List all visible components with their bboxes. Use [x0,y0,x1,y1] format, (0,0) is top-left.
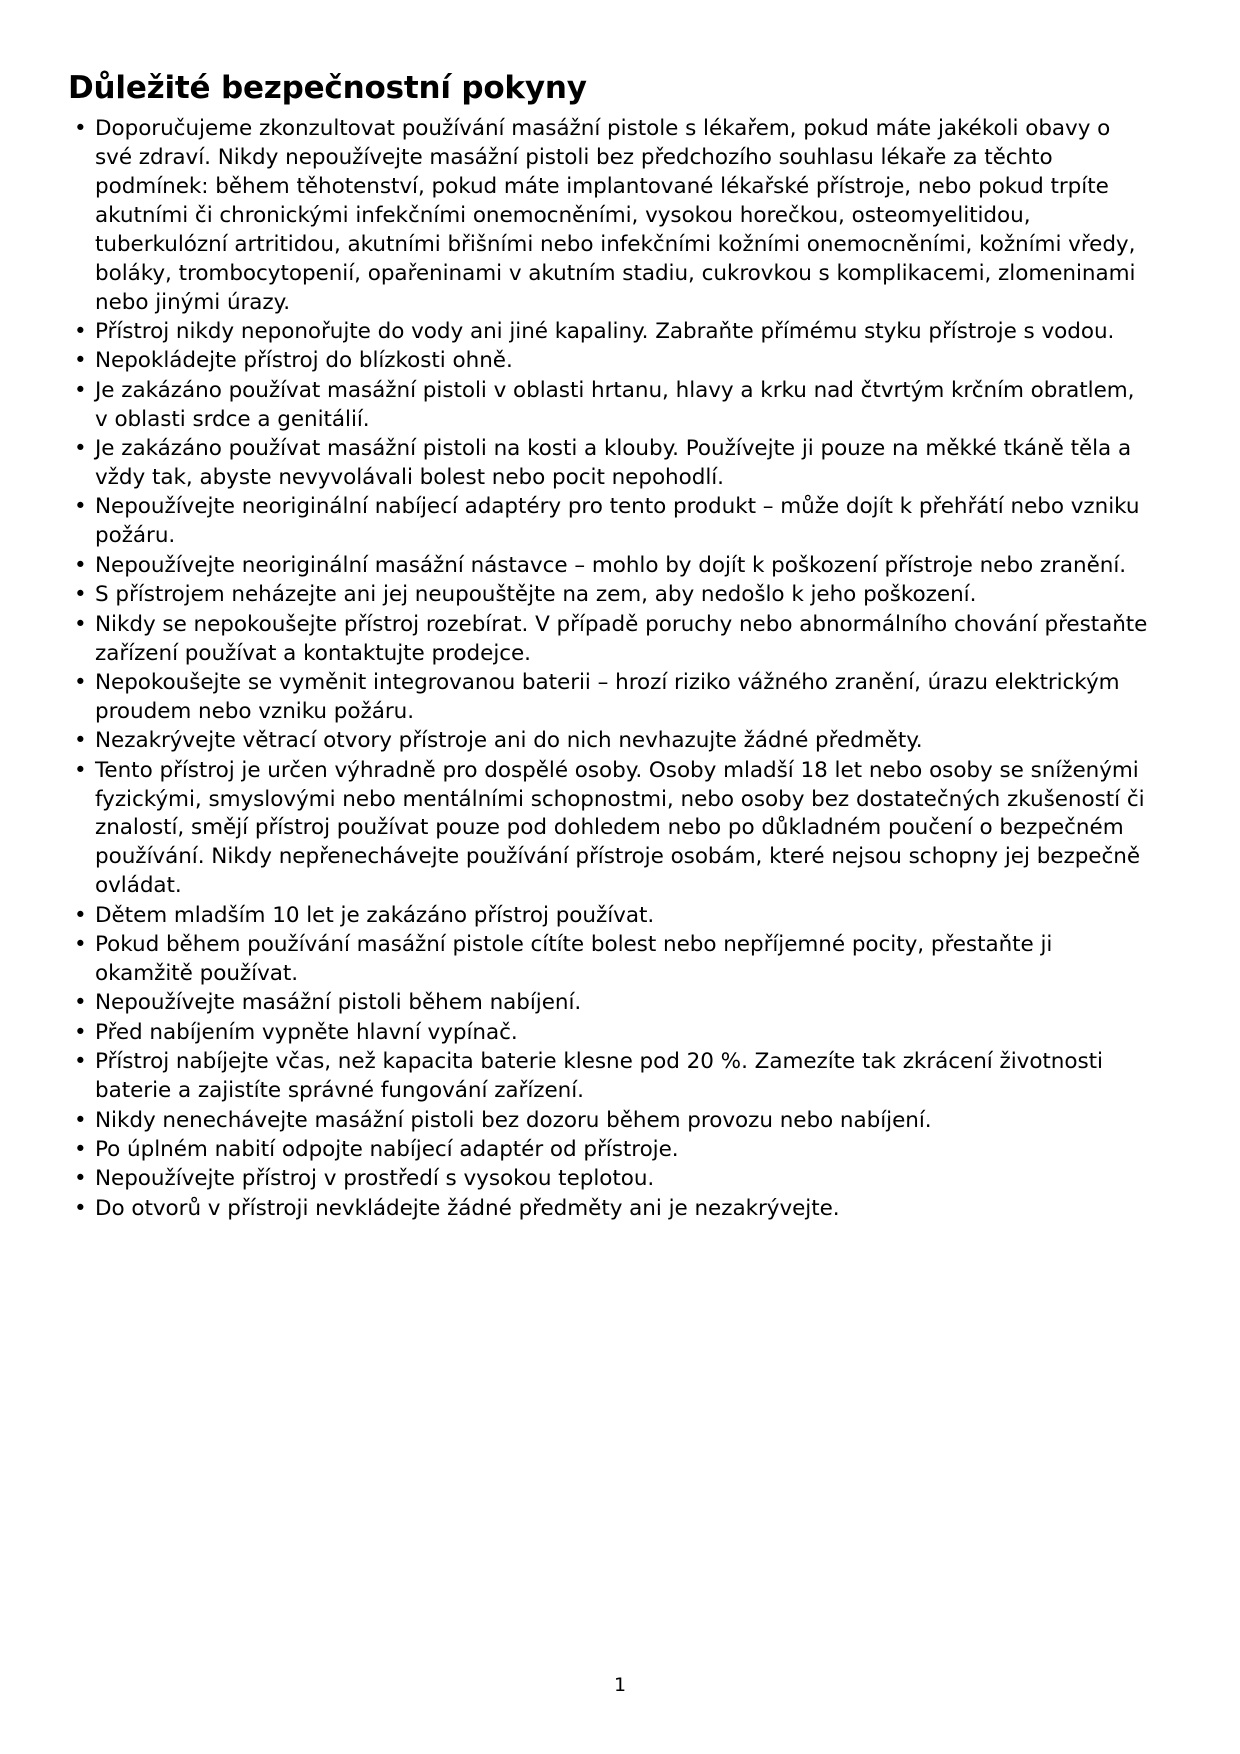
list-item: • Je zakázáno používat masážní pistoli v oblasti hrtanu, hlavy a krku nad čtvrtým krčním obratlem, v oblasti srdce a genitálií. [68,377,1148,435]
list-item: • Nikdy nenechávejte masážní pistoli bez dozoru během provozu nebo nabíjení. [68,1107,1148,1136]
list-item: • Před nabíjením vypněte hlavní vypínač. [68,1019,1148,1048]
list-item: • Pokud během používání masážní pistole cítíte bolest nebo nepříjemné pocity, přestaňte ji okamžitě používat. [68,931,1148,989]
list-item: • Tento přístroj je určen výhradně pro dospělé osoby. Osoby mladší 18 let nebo osoby se sníženými fyzickými, smyslovými nebo mentálními schopnostmi, nebo osoby bez dostatečných zkušeností či znalostí, smějí přístroj používat pouze pod dohledem nebo po důkladném poučení o bezpečném používání. Nikdy nepřenechávejte používání přístroje osobám, které nejsou schopny jej bezpečně ovládat. [68,757,1148,902]
list-item: • Doporučujeme zkonzultovat používání masážní pistole s lékařem, pokud máte jakékoli obavy o své zdraví. Nikdy nepoužívejte masážní pistoli bez předchozího souhlasu lékaře za těchto podmínek: během těhotenství, pokud máte implantované lékařské přístroje, nebo pokud trpíte akutními či chronickými infekčními onemocněními, vysokou horečkou, osteomyelitidou, tuberkulózní artritidou, akutními břišními nebo infekčními kožními onemocněními, kožními vředy, boláky, trombocytopenií, opařeninami v akutním stadiu, cukrovkou s komplikacemi, zlomeninami nebo jinými úrazy. [68,115,1148,317]
list-item: • Nepoužívejte masážní pistoli během nabíjení. [68,989,1148,1018]
page-title: Důležité bezpečnostní pokyny [68,70,587,106]
safety-instructions-list [68,115,1148,1223]
list-item: • S přístrojem neházejte ani jej neupouštějte na zem, aby nedošlo k jeho poškození. [68,581,1148,610]
list-item: • Nepokládejte přístroj do blízkosti ohně. [68,347,1148,376]
list-item: • Do otvorů v přístroji nevkládejte žádné předměty ani je nezakrývejte. [68,1195,1148,1224]
list-item: • Po úplném nabití odpojte nabíjecí adaptér od přístroje. [68,1136,1148,1165]
list-item: • Přístroj nabíjejte včas, než kapacita baterie klesne pod 20 %. Zamezíte tak zkrácení životnosti baterie a zajistíte správné fungování zařízení. [68,1048,1148,1106]
page-number: 1 [613,1674,627,1696]
list-item: • Nikdy se nepokoušejte přístroj rozebírat. V případě poruchy nebo abnormálního chování přestaňte zařízení používat a kontaktujte prodejce. [68,611,1148,669]
list-item: • Nepoužívejte přístroj v prostředí s vysokou teplotou. [68,1165,1148,1194]
list-item: • Nepoužívejte neoriginální masážní nástavce – mohlo by dojít k poškození přístroje nebo zranění. [68,552,1148,581]
list-item: • Nezakrývejte větrací otvory přístroje ani do nich nevhazujte žádné předměty. [68,727,1148,756]
list-item: • Nepokoušejte se vyměnit integrovanou baterii – hrozí riziko vážného zranění, úrazu elektrickým proudem nebo vzniku požáru. [68,669,1148,727]
list-item: • Je zakázáno používat masážní pistoli na kosti a klouby. Používejte ji pouze na měkké tkáně těla a vždy tak, abyste nevyvolávali bolest nebo pocit nepohodlí. [68,435,1148,493]
list-item: • Nepoužívejte neoriginální nabíjecí adaptéry pro tento produkt – může dojít k přehřátí nebo vzniku požáru. [68,493,1148,551]
list-item: • Dětem mladším 10 let je zakázáno přístroj používat. [68,902,1148,931]
list-item: • Přístroj nikdy neponořujte do vody ani jiné kapaliny. Zabraňte přímému styku přístroje s vodou. [68,318,1148,347]
